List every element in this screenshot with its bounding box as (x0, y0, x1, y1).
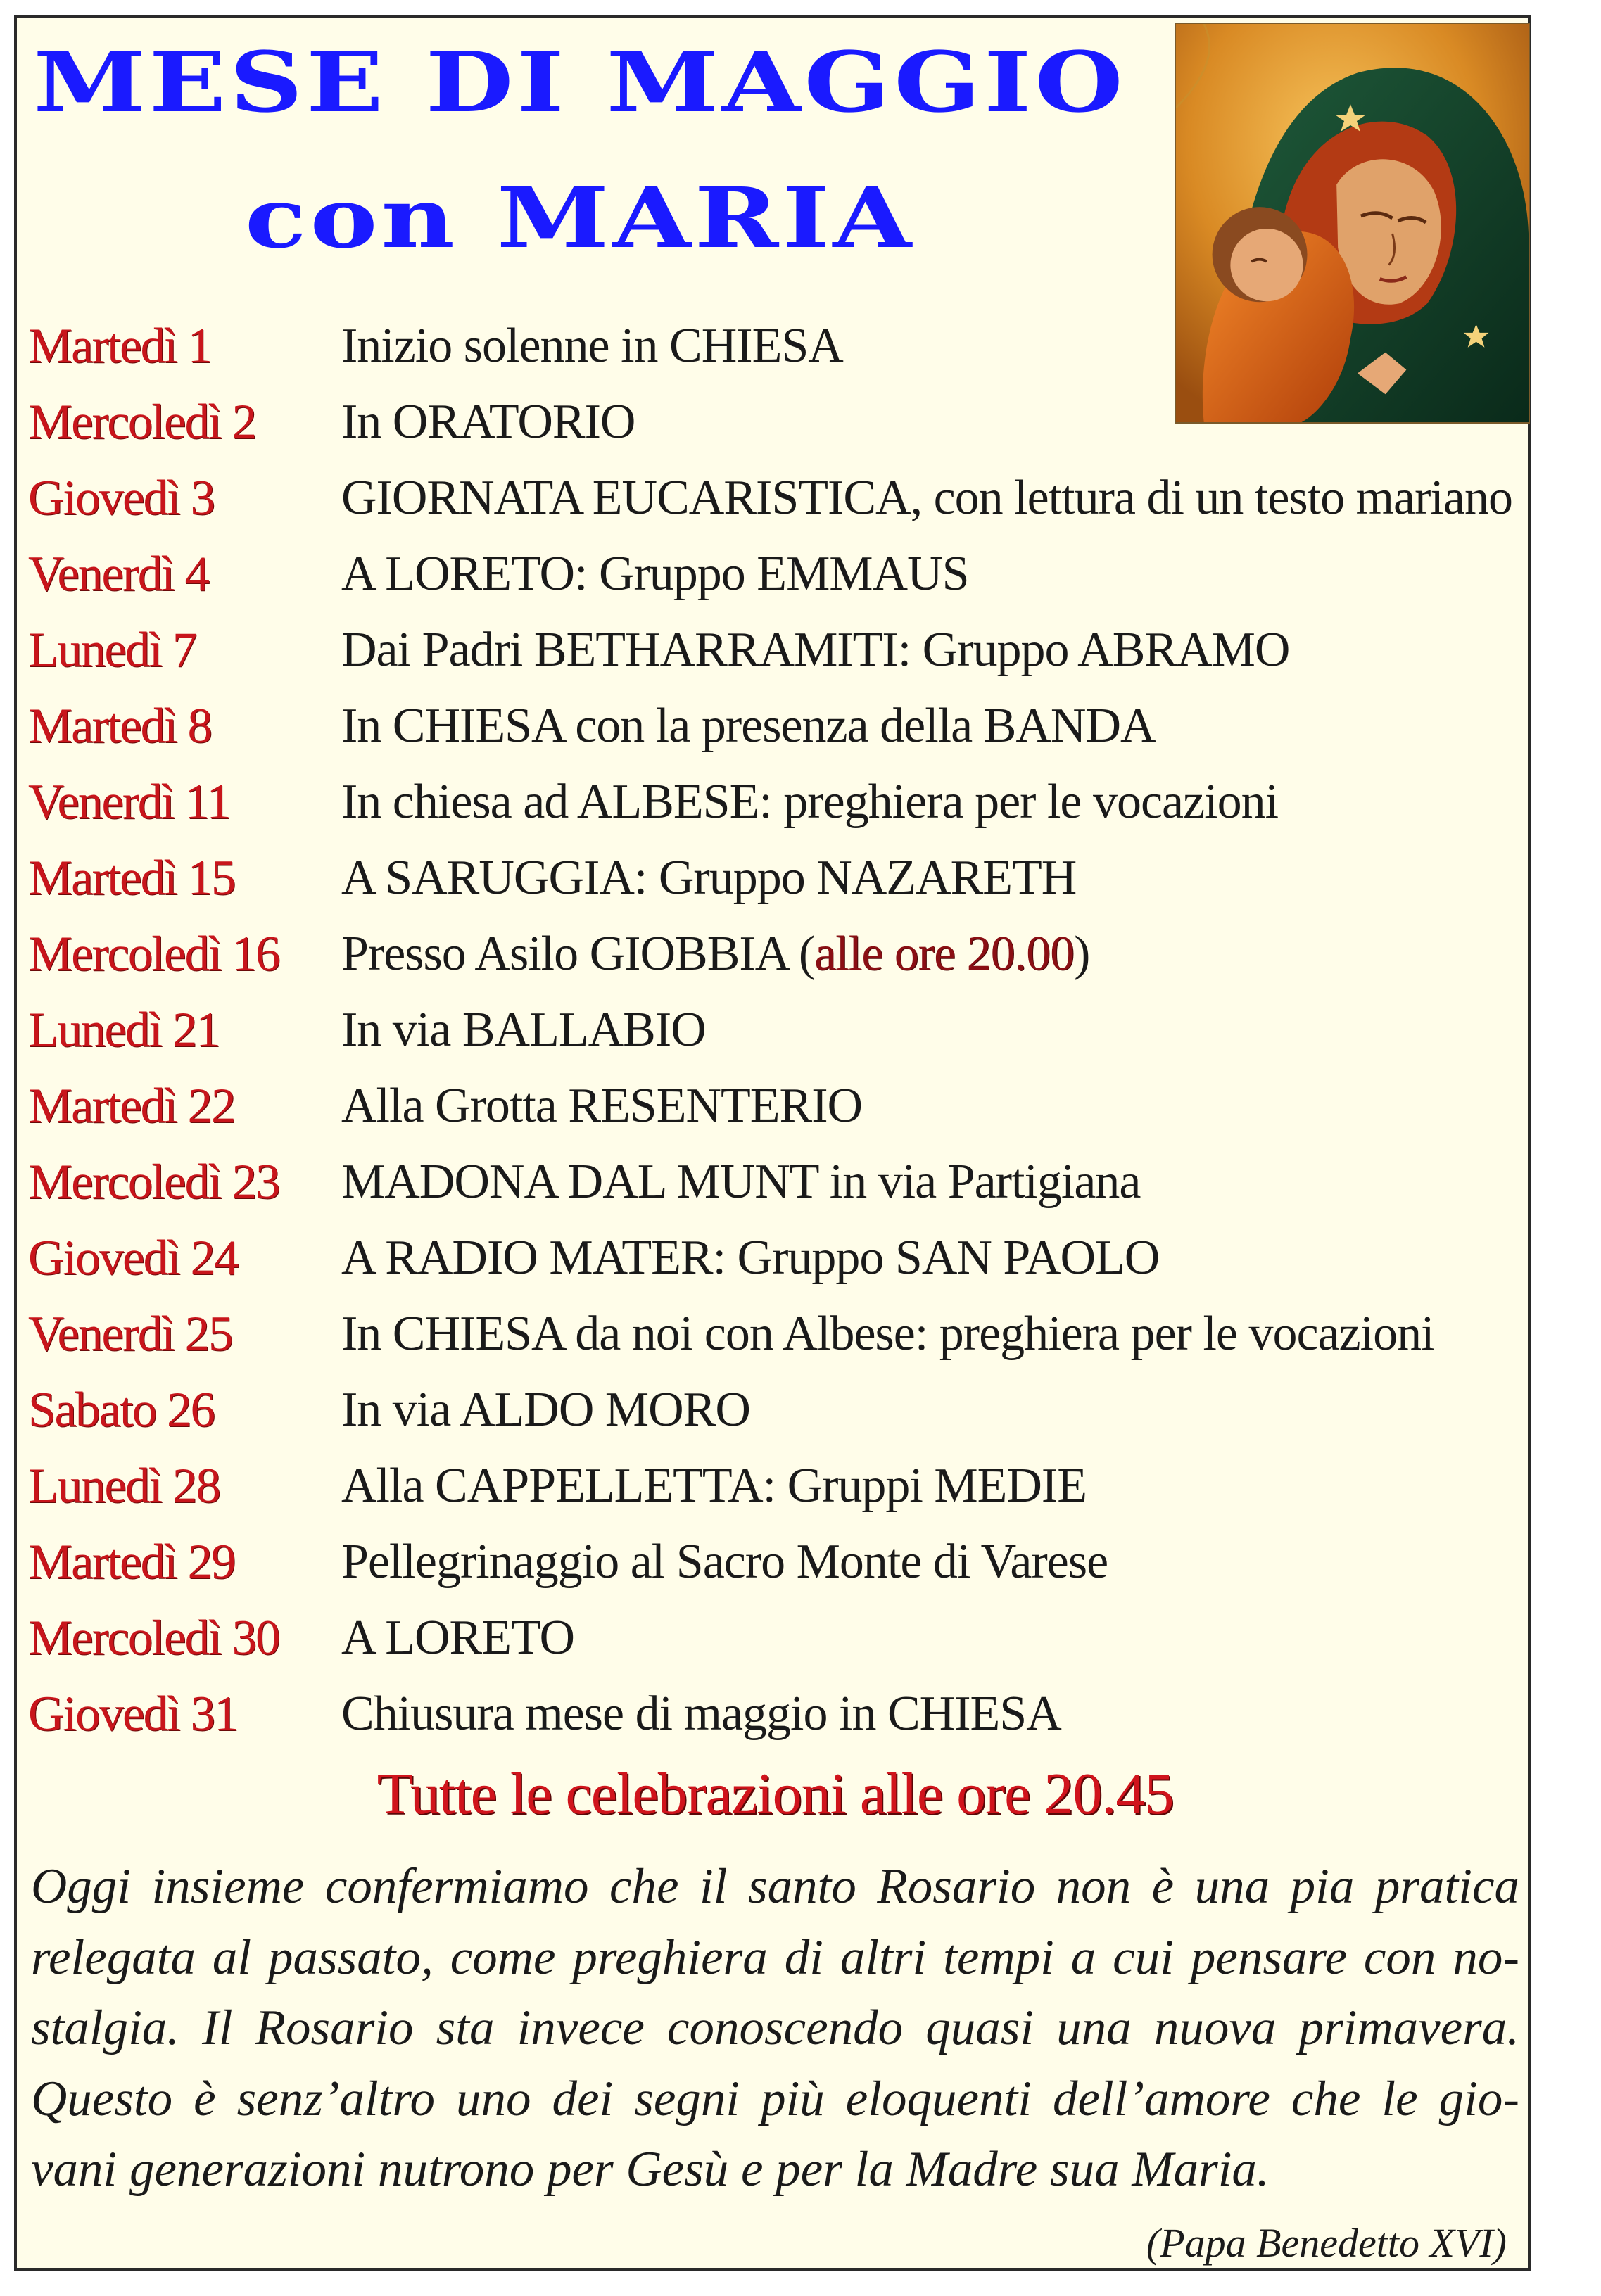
title-line-1: MESE DI MAGGIO (33, 33, 1127, 131)
schedule-day: Giovedì 24 (28, 1230, 238, 1286)
schedule-description: Chiusura mese di maggio in CHIESA (341, 1687, 1061, 1741)
schedule-description: GIORNATA EUCARISTICA, con lettura di un testo mariano (341, 471, 1512, 525)
schedule-row (28, 1448, 1520, 1524)
schedule-description: In CHIESA da noi con Albese: preghiera per le vocazioni (341, 1307, 1434, 1361)
schedule-row (28, 384, 1520, 460)
schedule-description: In chiesa ad ALBESE: preghiera per le vocazioni (341, 775, 1279, 829)
schedule-day: Lunedì 28 (28, 1458, 220, 1514)
schedule-description: Dai Padri BETHARRAMITI: Gruppo ABRAMO (341, 623, 1290, 677)
quote-line: vani generazioni nutrono per Gesù e per la Madre sua Maria. (31, 2142, 1270, 2197)
schedule-row (28, 1144, 1520, 1220)
schedule-day: Sabato 26 (28, 1382, 214, 1438)
schedule-row (28, 1600, 1520, 1676)
schedule-description: Alla Grotta RESENTERIO (341, 1079, 863, 1133)
schedule-row (28, 764, 1520, 840)
schedule-row (28, 916, 1520, 992)
schedule-day: Martedì 1 (28, 318, 212, 374)
schedule-row (28, 536, 1520, 612)
schedule-description-suffix: ) (1074, 927, 1090, 981)
schedule-row (28, 992, 1520, 1068)
schedule-day: Venerdì 25 (28, 1306, 232, 1362)
schedule-day: Venerdì 11 (28, 774, 230, 830)
schedule-description: A SARUGGIA: Gruppo NAZARETH (341, 851, 1077, 905)
quote-line: stalgia. Il Rosario sta invece conoscendo quasi una nuova primavera. (31, 2000, 1519, 2055)
title-line-2: con MARIA (244, 169, 916, 267)
schedule-description: In via ALDO MORO (341, 1383, 750, 1437)
schedule-day: Venerdì 4 (28, 546, 209, 602)
schedule-day: Martedì 22 (28, 1078, 235, 1134)
schedule-description: In CHIESA con la presenza della BANDA (341, 699, 1156, 753)
schedule-row (28, 1524, 1520, 1600)
schedule-day: Martedì 15 (28, 850, 235, 906)
schedule-description-text: Presso Asilo GIOBBIA ( (341, 927, 815, 981)
schedule-description: In via BALLABIO (341, 1003, 706, 1057)
quote-line: relegata al passato, come preghiera di altri tempi a cui pensare con no- (31, 1929, 1519, 1985)
schedule-description: Pellegrinaggio al Sacro Monte di Varese (341, 1535, 1108, 1589)
celebration-time-note: Tutte le celebrazioni alle ore 20.45 (376, 1761, 1174, 1827)
schedule-row (28, 1220, 1520, 1296)
quote-text (31, 1851, 1519, 2205)
schedule-row (28, 840, 1520, 916)
schedule-day: Giovedì 31 (28, 1686, 238, 1742)
schedule-list (28, 308, 1520, 1752)
schedule-day: Lunedì 21 (28, 1002, 220, 1058)
schedule-row (28, 460, 1520, 536)
schedule-description: A LORETO: Gruppo EMMAUS (341, 547, 969, 601)
schedule-row (28, 1676, 1520, 1752)
schedule-description (341, 926, 1089, 982)
schedule-row (28, 308, 1520, 384)
schedule-description: Alla CAPPELLETTA: Gruppi MEDIE (341, 1459, 1087, 1513)
schedule-day: Giovedì 3 (28, 470, 214, 526)
schedule-description: A LORETO (341, 1611, 574, 1665)
flyer-sheet (14, 15, 1531, 2271)
schedule-row (28, 1068, 1520, 1144)
time-highlight: alle ore 20.00 (814, 927, 1075, 981)
schedule-day: Mercoledì 23 (28, 1154, 279, 1210)
schedule-description: MADONA DAL MUNT in via Partigiana (341, 1155, 1141, 1209)
schedule-day: Martedì 29 (28, 1534, 235, 1590)
quote-attribution: (Papa Benedetto XVI) (1146, 2220, 1507, 2266)
schedule-day: Mercoledì 30 (28, 1610, 279, 1666)
schedule-day: Mercoledì 2 (28, 394, 256, 450)
quote-line: Oggi insieme confermiamo che il santo Rosario non è una pia pratica (31, 1859, 1519, 1914)
schedule-description: In ORATORIO (341, 395, 635, 449)
schedule-description: A RADIO MATER: Gruppo SAN PAOLO (341, 1231, 1160, 1285)
schedule-row (28, 688, 1520, 764)
schedule-day: Lunedì 7 (28, 622, 196, 678)
schedule-description: Inizio solenne in CHIESA (341, 319, 843, 373)
schedule-day: Mercoledì 16 (28, 926, 279, 982)
quote-line: Questo è senz’altro uno dei segni più eloquenti dell’amore che le gio- (31, 2071, 1519, 2126)
schedule-row (28, 1372, 1520, 1448)
schedule-row (28, 612, 1520, 688)
schedule-day: Martedì 8 (28, 698, 212, 754)
schedule-row (28, 1296, 1520, 1372)
